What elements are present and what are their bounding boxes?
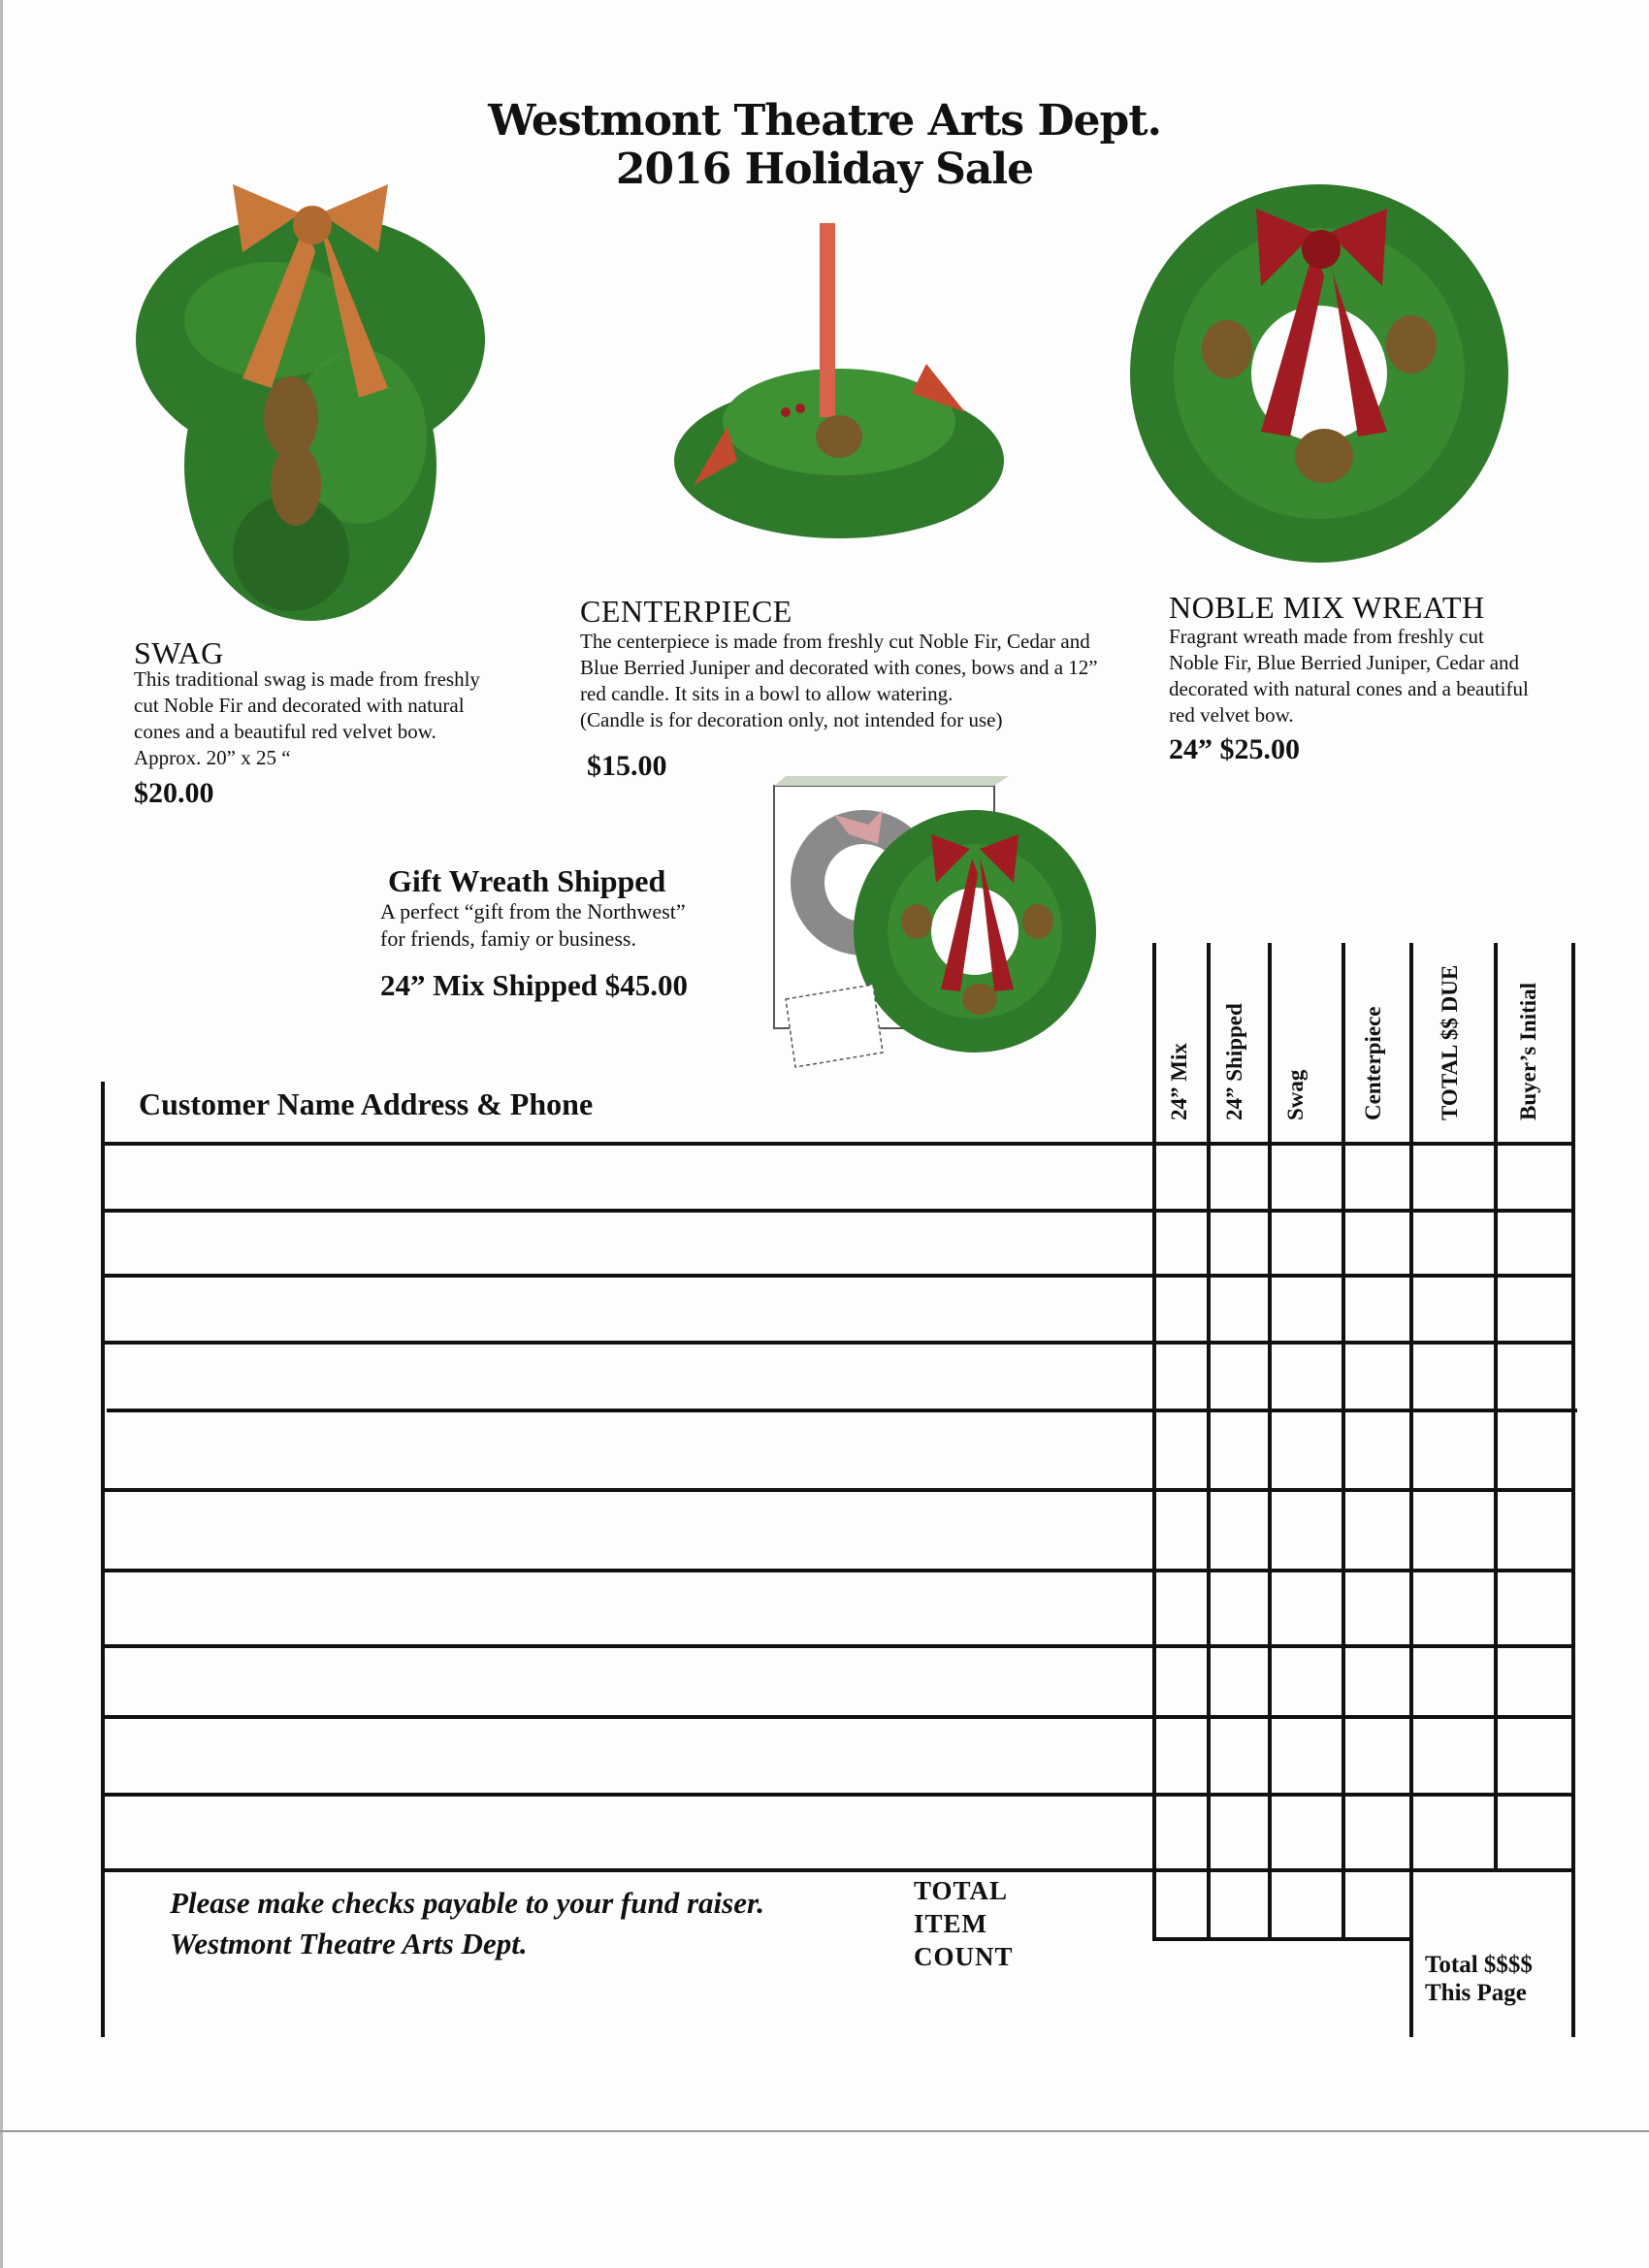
customer-row-6[interactable] [107,1494,1150,1565]
gift-wreath-image [757,776,1116,1086]
gift-wreath-name: Gift Wreath Shipped [388,863,666,898]
row-line [101,1715,1575,1719]
customer-row-4[interactable] [107,1346,1150,1405]
gift-wreath-description: A perfect “gift from the Northwest” for friends, famiy or business. [380,899,686,951]
row-line [101,1644,1575,1648]
customer-row-1[interactable] [107,1148,1150,1206]
col-header-24-shipped: 24” Shipped [1222,1003,1246,1120]
row-line [101,1868,1575,1872]
row-line [101,1793,1575,1797]
customer-row-8[interactable] [107,1650,1150,1711]
noble-wreath-name: NOBLE MIX WREATH [1169,590,1485,625]
col-header-swag: Swag [1283,1069,1308,1120]
item-count-bottom-line [1152,1937,1413,1941]
swag-price: $20.00 [134,777,214,809]
centerpiece-price: $15.00 [587,750,667,782]
swag-name: SWAG [134,635,224,670]
row-line [101,1569,1575,1572]
row-line [101,1209,1575,1213]
page-title-line1: Westmont Theatre Arts Dept. [488,96,1161,146]
table-left-border [101,1082,105,2037]
row-line [101,1142,1575,1146]
customer-row-2[interactable] [107,1215,1150,1271]
col-header-24-mix: 24” Mix [1167,1043,1191,1120]
swag-description: This traditional swag is made from freshly cut Noble Fir and decorated with natural cones and a beautiful red velvet bow. Approx. 20” x 25 “ [134,667,480,769]
checks-payable-note: Please make checks payable to your fund raiser. Westmont Theatre Arts Dept. [170,1886,765,1960]
col-divider [1494,943,1498,1870]
noble-wreath-image [1125,179,1513,567]
noble-wreath-description: Fragrant wreath made from freshly cut Noble Fir, Blue Berried Juniper, Cedar and decorated with natural cones and a beautiful red velvet bow. [1169,625,1529,727]
col-divider [1342,943,1345,1940]
page-title-line2: 2016 Holiday Sale [615,145,1034,194]
page-total-label: Total $$$$ This Page [1425,1952,1533,2006]
row-line [101,1341,1575,1345]
centerpiece-name: CENTERPIECE [580,594,792,629]
row-line [107,1409,1577,1412]
customer-header: Customer Name Address & Phone [139,1086,594,1121]
scan-edge-left [0,0,3,2268]
total-item-count-label: TOTAL ITEM COUNT [914,1876,1014,1971]
customer-row-9[interactable] [107,1721,1150,1789]
col-divider [1207,943,1211,1940]
col-header-centerpiece: Centerpiece [1361,1006,1385,1120]
gift-wreath-price: 24” Mix Shipped $45.00 [380,968,688,1002]
col-divider [1152,943,1156,1940]
centerpiece-image [669,218,1009,567]
customer-row-5[interactable] [107,1414,1150,1484]
col-header-buyers-initial: Buyer’s Initial [1516,982,1540,1120]
noble-wreath-price: 24” $25.00 [1169,733,1300,765]
row-line [101,1488,1575,1492]
col-divider [1268,943,1272,1940]
customer-row-7[interactable] [107,1574,1150,1640]
swag-image [126,146,495,631]
customer-row-10[interactable] [107,1798,1150,1864]
scan-edge-bottom [0,2130,1649,2132]
row-line [101,1274,1575,1278]
centerpiece-description: The centerpiece is made from freshly cut Noble Fir, Cedar and Blue Berried Juniper and decorated with cones, bows and a 12” red candle. It sits in a bowl to allow watering. (Candle is for decoration only, not intended for use) [580,630,1098,731]
customer-row-3[interactable] [107,1280,1150,1338]
col-header-total-due: TOTAL $$ DUE [1438,964,1462,1120]
